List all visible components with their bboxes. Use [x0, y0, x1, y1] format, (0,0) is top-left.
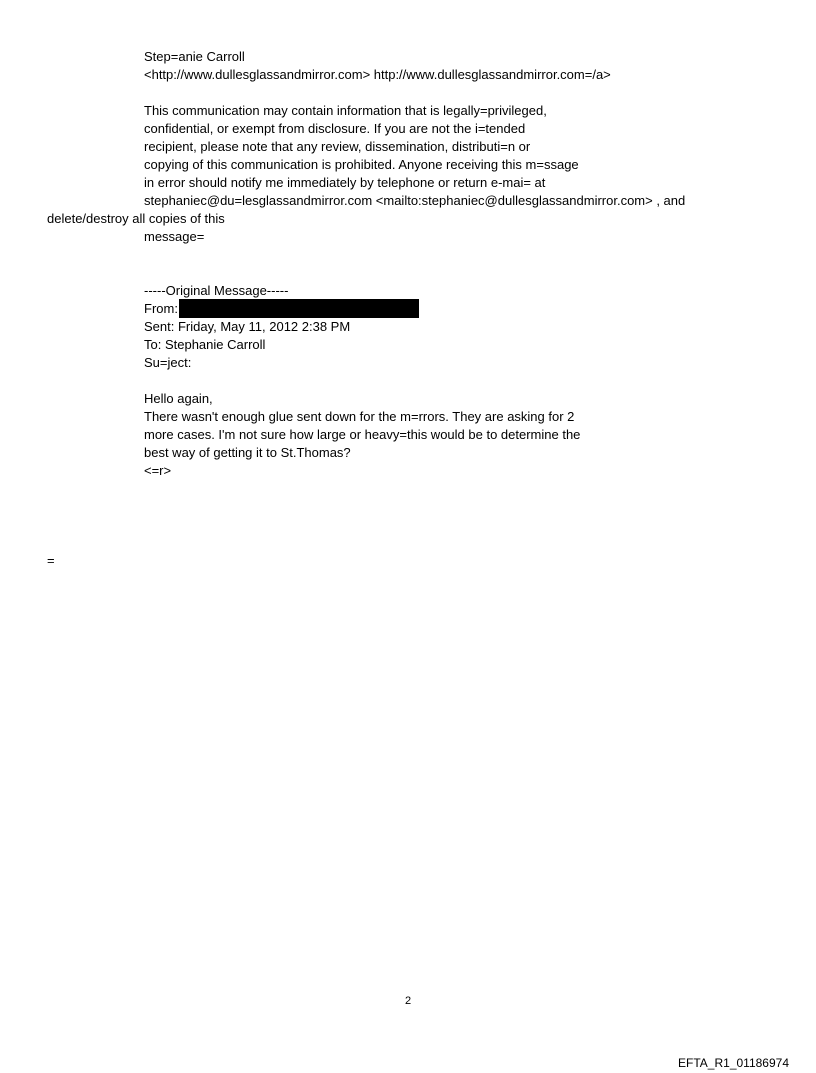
disclaimer-line: confidential, or exempt from disclosure. If you are not the i=tended	[144, 121, 526, 136]
stray-equals: =	[47, 553, 55, 568]
body-line: There wasn't enough glue sent down for the m=rrors. They are asking for 2	[144, 409, 575, 424]
body-line: more cases. I'm not sure how large or heavy=this would be to determine the	[144, 427, 581, 442]
signature-url: <http://www.dullesglassandmirror.com> http://www.dullesglassandmirror.com=/a>	[144, 67, 611, 82]
document-id: EFTA_R1_01186974	[678, 1056, 789, 1070]
from-label: From:	[144, 301, 178, 316]
sent-line: Sent: Friday, May 11, 2012 2:38 PM	[144, 319, 351, 334]
disclaimer-wrapped-line: delete/destroy all copies of this	[47, 211, 225, 226]
body-line: <=r>	[144, 463, 172, 478]
body-line: best way of getting it to St.Thomas?	[144, 445, 351, 460]
disclaimer-closing: message=	[144, 229, 205, 244]
to-line: To: Stephanie Carroll	[144, 337, 266, 352]
page-number: 2	[404, 995, 412, 1007]
disclaimer-line: This communication may contain information that is legally=privileged,	[144, 103, 547, 118]
disclaimer-line: recipient, please note that any review, dissemination, distributi=n or	[144, 139, 531, 154]
disclaimer-line: in error should notify me immediately by telephone or return e-mai= at	[144, 175, 546, 190]
body-greeting: Hello again,	[144, 391, 213, 406]
original-message-separator: -----Original Message-----	[144, 283, 289, 298]
subject-line: Su=ject:	[144, 355, 192, 370]
signature-name: Step=anie Carroll	[144, 49, 245, 64]
redaction-block	[179, 299, 419, 318]
disclaimer-line: copying of this communication is prohibited. Anyone receiving this m=ssage	[144, 157, 579, 172]
disclaimer-line: stephaniec@du=lesglassandmirror.com <mailto:stephaniec@dullesglassandmirror.com> , and	[144, 193, 686, 208]
